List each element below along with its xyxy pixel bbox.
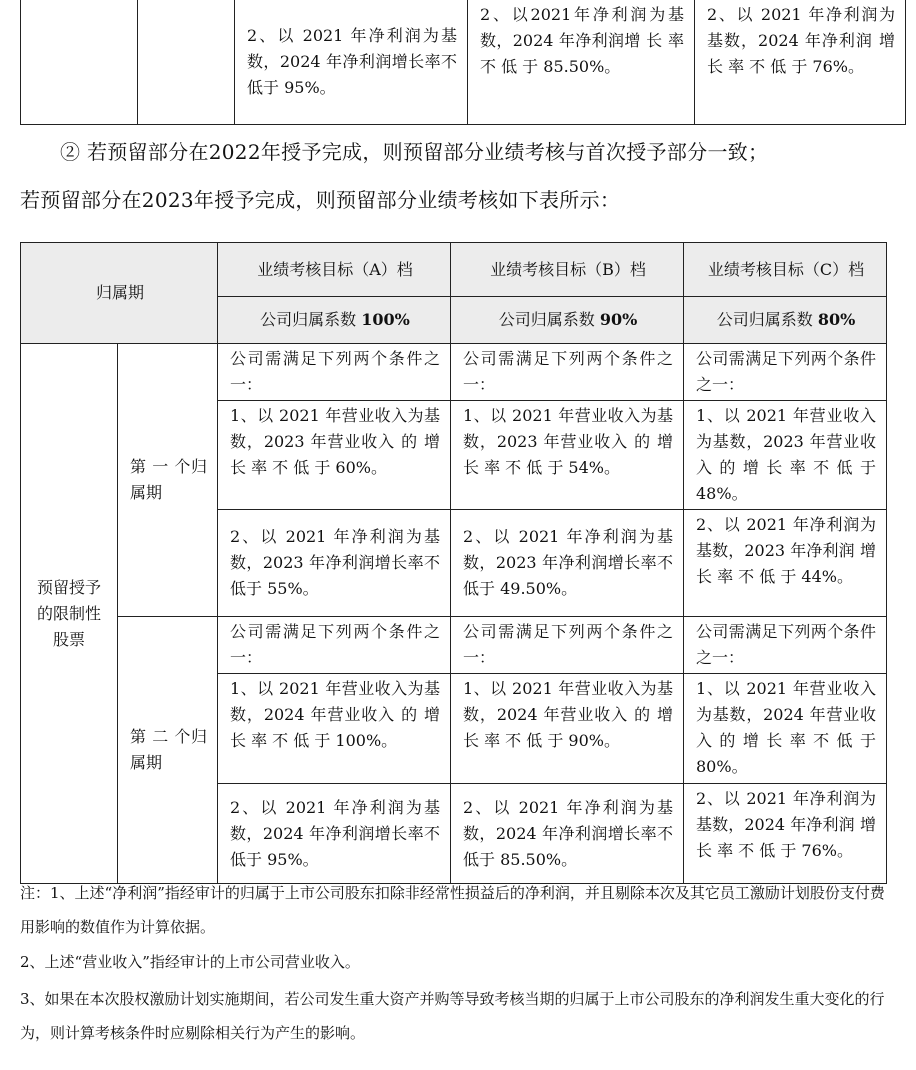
p1-row2-a: 1、以 2021 年营业收入为基数，2023 年营业收入 的 增 长 率 不 低 于 60%。 <box>218 401 451 510</box>
target-a-header: 业绩考核目标（A）档 <box>218 243 451 297</box>
target-c-header: 业绩考核目标（C）档 <box>684 243 887 297</box>
target-a-cell: 2、以 2021 年净利润为基数，2024 年净利润增长率不低于 95%。 <box>235 0 468 124</box>
coef-b-header: 公司归属系数 90% <box>451 297 684 344</box>
p2-row1-b: 公司需满足下列两个条件之一： <box>451 617 684 674</box>
p1-row3-c: 2、以 2021 年净利润为基数，2023 年净利润 增 长 率 不 低 于 44%。 <box>684 510 887 617</box>
p2-row1-a: 公司需满足下列两个条件之一： <box>218 617 451 674</box>
p1-row1-c: 公司需满足下列两个条件之一： <box>684 344 887 401</box>
p2-row3-a: 2、以 2021 年净利润为基数，2024 年净利润增长率不低于 95%。 <box>218 784 451 884</box>
p1-row2-b: 1、以 2021 年营业收入为基数，2023 年营业收入 的 增 长 率 不 低 于 54%。 <box>451 401 684 510</box>
previous-table-fragment <box>20 0 906 125</box>
target-b-header: 业绩考核目标（B）档 <box>451 243 684 297</box>
p1-row3-a: 2、以 2021 年净利润为基数，2023 年净利润增长率不低于 55%。 <box>218 510 451 617</box>
target-b-cell: 2、以2021年净利润为基数，2024 年净利润增 长 率 不 低 于 85.50%。 <box>468 0 695 124</box>
performance-target-table <box>20 242 887 884</box>
coef-c-header: 公司归属系数 80% <box>684 297 887 344</box>
p1-row2-c: 1、以 2021 年营业收入为基数，2023 年营业收入的增长率不低于 48%。 <box>684 401 887 510</box>
note-net-profit: 注：1、上述“净利润”指经审计的归属于上市公司股东扣除非经常性损益后的净利润，并且剔除本次及其它员工激励计划股份支付费用影响的数值作为计算依据。 <box>20 884 885 936</box>
p1-row3-b: 2、以 2021 年净利润为基数，2023 年净利润增长率不低于 49.50%。 <box>451 510 684 617</box>
period-1-label: 第 一 个归属期 <box>118 344 218 617</box>
note-revenue: 2、上述“营业收入”指经审计的上市公司营业收入。 <box>20 953 360 971</box>
period-header: 归属期 <box>21 243 218 344</box>
note-major-acquisition: 3、如果在本次股权激励计划实施期间，若公司发生重大资产并购等导致考核当期的归属于上市公司股东的净利润发生重大变化的行为，则计算考核条件时应剔除相关行为产生的影响。 <box>20 990 885 1042</box>
p2-row1-c: 公司需满足下列两个条件之一： <box>684 617 887 674</box>
paragraph-reserved-2022: ② 若预留部分在2022年授予完成，则预留部分业绩考核与首次授予部分一致； <box>60 140 769 164</box>
p2-row2-c: 1、以 2021 年营业收入为基数，2024 年营业收入的增长率不低于 80%。 <box>684 674 887 784</box>
period-2-label: 第 二 个归属期 <box>118 617 218 884</box>
coef-a-header: 公司归属系数 100% <box>218 297 451 344</box>
p1-row1-b: 公司需满足下列两个条件之一： <box>451 344 684 401</box>
p2-row3-b: 2、以 2021 年净利润为基数，2024 年净利润增长率不低于 85.50%。 <box>451 784 684 884</box>
p1-row1-a: 公司需满足下列两个条件之一： <box>218 344 451 401</box>
p2-row2-a: 1、以 2021 年营业收入为基数，2024 年营业收入 的 增 长 率 不 低 于 100%。 <box>218 674 451 784</box>
paragraph-reserved-2023: 若预留部分在2023年授予完成，则预留部分业绩考核如下表所示： <box>20 188 621 212</box>
p2-row2-b: 1、以 2021 年营业收入为基数，2024 年营业收入 的 增 长 率 不 低 于 90%。 <box>451 674 684 784</box>
group-label-cell: 预留授予的限制性股票 <box>21 344 118 884</box>
p2-row3-c: 2、以 2021 年净利润为基数，2024 年净利润 增 长 率 不 低 于 76%。 <box>684 784 887 884</box>
target-c-cell: 2、以 2021 年净利润为基数，2024 年净利润 增 长 率 不 低 于 76%。 <box>695 0 906 124</box>
empty-cell <box>21 0 138 124</box>
empty-cell <box>138 0 235 124</box>
